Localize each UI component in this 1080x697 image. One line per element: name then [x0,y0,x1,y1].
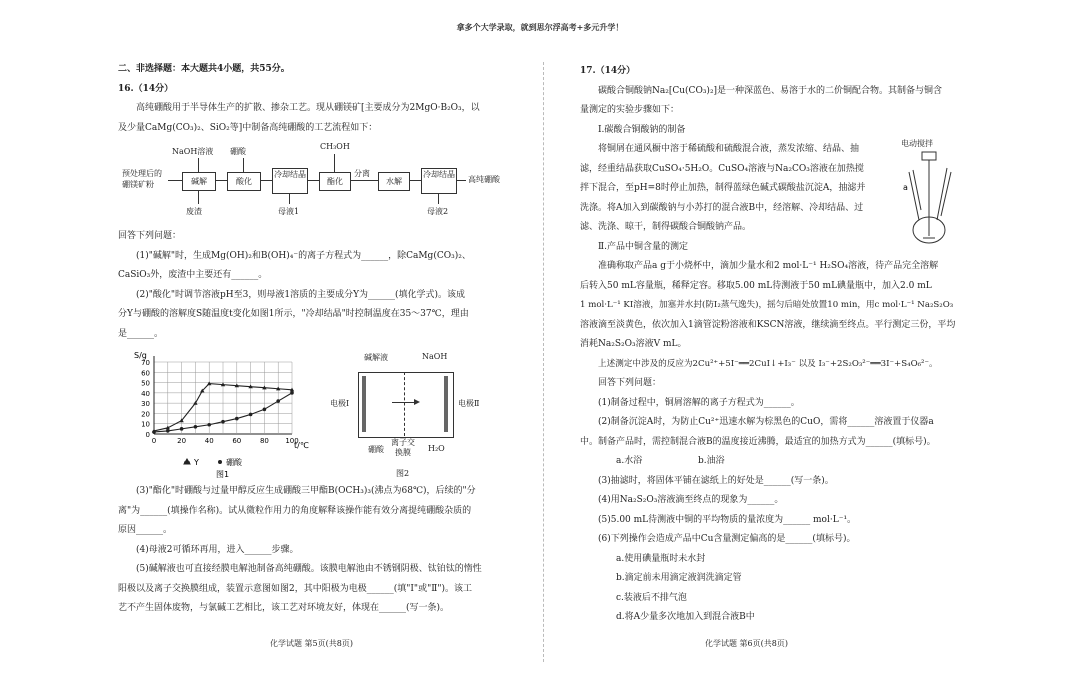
cell-top-right-label: NaOH [422,352,448,361]
apparatus-label: 电动搅拌 [901,139,933,148]
top-banner: 拿多个大学录取，就到思尔浮高考+多元升学！ [456,23,624,32]
q16-intro-line-2: 及少量CaMg(CO₃)₂、SiO₂等]中制备高纯硼酸的工艺流程如下： [118,122,378,133]
section-1-heading: Ⅰ.碳酸合铜酸钠的制备 [598,124,686,135]
q17-1: (1)制备过程中，铜屑溶解的离子方程式为______。 [598,397,800,408]
cell-membrane [404,372,405,436]
cell-box [358,372,454,438]
apparatus-letter: a [903,183,908,192]
prep-line-2: 滤，经重结晶获取CuSO₄·5H₂O。CuSO₄溶液与Na₂CO₃溶液在加热搅 [580,163,864,174]
q16-5-line-2: 阳极以及离子交换膜组成，装置示意图如图2，其中阳极为电极______(填"Ⅰ"或"Ⅱ")。该工 [118,583,472,594]
left-questions-2 [118,482,516,619]
prep-line-3: 拌下混合，至pH=8时停止加热，制得蓝绿色碱式碳酸盐沉淀A，抽滤并 [580,183,866,193]
q16-1-line-2: CaSiO₃外，废渣中主要还有______。 [118,270,268,280]
q16-2-line-1: (2)"酸化"时调节溶液pH至3，则母液1溶质的主要成分Y为______(填化学式)。该成 [136,289,466,300]
x-tick-label: 60 [232,437,242,445]
left-questions-1 [118,227,516,344]
x-tick-label: 100 [285,437,299,445]
boric-acid-point [166,429,170,433]
q16-3-line-3: 原因______。 [118,525,173,535]
q16-4: (4)母液2可循环再用，进入______步骤。 [136,544,299,555]
q16-2-line-3: 是______。 [118,328,164,339]
left-page-footer: 化学试题 第5页(共8页) [270,639,353,648]
column-divider [543,62,544,662]
boric-acid-point [194,425,198,429]
left-column [118,60,516,138]
question-17-number: 17.（14分） [580,66,636,76]
q17-6: (6)下列操作会造成产品中Cu含量测定偏高的是______(填标号)。 [598,534,856,544]
answer-prompt-17: 回答下列问题： [598,378,662,388]
x-tick-label: 80 [259,437,269,445]
q16-intro-line-1: 高纯硼酸用于半导体生产的扩散、掺杂工艺。现从硼镁矿[主要成分为2MgO·B₂O₃，以 [136,103,480,113]
x-tick-label: 0 [151,437,157,445]
legend-y-label: Y [194,458,199,467]
q17-6-option-c: c.装液后不排气泡 [616,592,687,603]
prep-line-4: 洗涤。将A加入到碳酸钠与小苏打的混合液B中，经溶解、冷却结晶、过 [580,202,864,213]
cell-electrode-2-plate [444,376,448,432]
boric-acid-point [180,427,184,431]
boric-acid-point [207,423,211,427]
q16-2-line-2: 分Y与硼酸的溶解度S随温度t变化如图1所示，"冷却结晶"时控制温度在35～37℃，理由 [118,309,469,319]
cell-bottom-right-label: H₂O [428,444,445,453]
flow-box-hydrolysis: 水解 [378,172,410,191]
q16-5-line-3: 艺不产生固体废物，与氯碱工艺相比，该工艺对环境友好，体现在______(写一条)。 [118,603,450,613]
solubility-chart [126,346,316,478]
cell-caption: 图2 [396,469,410,478]
chart-xlabel: t/℃ [294,441,309,450]
measure-line-5: 消耗Na₂S₂O₃溶液V mL。 [580,339,687,349]
electrolysis-cell-diagram [330,352,520,480]
flow-reagent-methanol: CH₃OH [320,142,350,151]
cell-electrode-1-label: 电极Ⅰ [330,399,350,408]
chart-ticks [141,359,299,445]
question-16-number: 16.（14分） [118,83,174,94]
q17-2-line-2: 中。制备产品时，需控制混合液B的温度接近沸腾，最适宜的加热方式为______(填标号)。 [580,436,936,447]
q17-6-option-a: a.使用碘量瓶时未水封 [616,553,706,564]
q17-intro-line-2: 量测定的实验步骤如下： [580,105,680,115]
q17-4: (4)用Na₂S₂O₃溶液滴至终点的现象为______。 [598,495,784,505]
flow-waste-residue: 废渣 [186,207,202,216]
q16-3-line-2: 离"为______(填操作名称)。试从微粒作用力的角度解释该操作能有效分离提纯硼酸杂质的 [118,505,472,516]
y-tick-label: 50 [141,379,150,388]
q17-2-option-a: a.水浴 [616,456,643,466]
process-flow-chart [118,140,516,220]
q16-1-line-1: (1)"碱解"时，生成Mg(OH)₂和B(OH)₄⁻的离子方程式为______，除CaMg(CO₃)₂、 [136,250,471,261]
q16-3-line-1: (3)"酯化"时硼酸与过量甲醇反应生成硼酸三甲酯B(OCH₃)₃(沸点为68℃)，后续的"分 [136,486,476,496]
y-tick-label: 70 [141,359,150,367]
flow-reagent-naoh: NaOH溶液 [172,147,214,156]
boric-acid-point [263,408,267,412]
y-tick-label: 30 [141,400,150,409]
cell-arrow [392,402,416,403]
y-tick-label: 60 [141,369,150,378]
flow-box-acidify: 酸化 [227,172,261,191]
q17-2-options [580,452,965,472]
flow-input: 预处理后的硼镁矿粉 [122,169,162,189]
boric-acid-point [249,413,253,417]
measure-line-3: 1 mol·L⁻¹ KI溶液，加塞并水封(防I₂蒸气逸失)，摇匀后暗处放置10 min，用c mol·L⁻¹ Na₂S₂O₃ [580,300,954,310]
boric-acid-point [221,420,225,424]
boric-acid-point [290,391,294,395]
y-tick-label: 20 [141,410,150,419]
reaction-equations: 上述测定中涉及的反应为2Cu²⁺+5I⁻══2CuI↓+I₃⁻ 以及 I₃⁻+2S₂O₃²⁻══3I⁻+S₄O₆²⁻。 [598,358,938,369]
x-tick-label: 20 [177,437,187,445]
measure-line-1: 准确称取产品a g于小烧杯中，滴加少量水和2 mol·L⁻¹ H₂SO₄溶液，待产品完全溶解 [598,261,939,271]
chart-legend [184,457,243,467]
prep-line-5: 滤、洗涤、晾干，制得碳酸合铜酸钠产品。 [580,222,752,232]
y-tick-label: 40 [141,389,150,398]
flow-box-cool-crystallize-2: 冷却结晶 [421,168,457,194]
measure-line-4: 溶液滴至淡黄色，依次加入1滴管淀粉溶液和KSCN溶液，继续滴至终点。平行测定三份，平均 [580,319,956,330]
stirring-apparatus [895,138,965,250]
q17-6-option-d: d.将A少量多次地加入到混合液B中 [616,612,755,622]
q17-3: (3)抽滤时，将固体平铺在滤纸上的好处是______(写一条)。 [598,475,834,486]
boric-acid-point [152,430,156,434]
flow-separation-label: 分离 [354,169,370,178]
y-tick-label: 10 [141,420,150,429]
flow-box-cool-crystallize-1: 冷却结晶 [272,168,308,194]
q16-5-line-1: (5)碱解液也可直接经膜电解池制备高纯硼酸。该膜电解池由不锈钢阴极、钛铂钛的惰性 [136,564,482,574]
q17-intro-line-1: 碳酸合铜酸钠Na₂[Cu(CO₃)₂]是一种深蓝色、易溶于水的二价铜配合物。其制备与铜含 [598,85,943,96]
x-tick-label: 40 [204,437,214,445]
q17-2-line-1: (2)制备沉淀A时，为防止Cu²⁺迅速水解为棕黑色的CuO，需将______溶液置于仪器a [598,417,934,427]
chart-ylabel: S/g [134,351,147,360]
right-page-footer: 化学试题 第6页(共8页) [705,639,788,648]
y-tick-label: 0 [145,431,150,439]
answer-prompt: 回答下列问题： [118,231,182,241]
cell-electrode-2-label: 电极Ⅱ [458,399,480,408]
section-2-heading: Ⅱ.产品中铜含量的测定 [598,241,688,252]
legend-boric-label: 硼酸 [226,458,242,467]
chart-caption: 图1 [216,470,230,478]
cell-membrane-label: 离子交换膜 [391,438,415,457]
flow-output: 高纯硼酸 [468,175,500,184]
flow-reagent-boric: 硼酸 [230,147,246,156]
cell-bottom-left-label: 硼酸 [368,445,384,454]
measure-line-2: 后转入50 mL容量瓶，稀释定容。移取5.00 mL待测液于50 mL碘量瓶中，加入2.0 mL [580,280,932,291]
cell-electrode-1-plate [362,376,366,432]
legend-boric-marker [218,460,222,464]
q17-5: (5)5.00 mL待测液中铜的平均物质的量浓度为______ mol·L⁻¹。 [598,514,857,525]
q17-6-option-b: b.滴定前未用滴定液润洗滴定管 [616,573,742,583]
apparatus-drawing [895,150,965,250]
flow-box-alkaline: 碱解 [182,172,216,191]
prep-line-1: 将铜屑在通风橱中溶于稀硫酸和硫酸混合液，蒸发浓缩、结晶、抽 [598,144,860,154]
q17-2-option-b: b.油浴 [697,456,725,466]
boric-acid-point [276,399,280,403]
flow-box-esterify: 酯化 [319,172,351,191]
section-heading: 二、非选择题：本大题共4小题，共55分。 [118,64,290,74]
flow-mother-liquor-2: 母液2 [427,207,449,216]
flow-mother-liquor-1: 母液1 [278,207,300,216]
legend-y-marker [184,459,190,464]
cell-top-left-label: 碱解液 [364,353,388,362]
boric-acid-point [235,417,239,421]
